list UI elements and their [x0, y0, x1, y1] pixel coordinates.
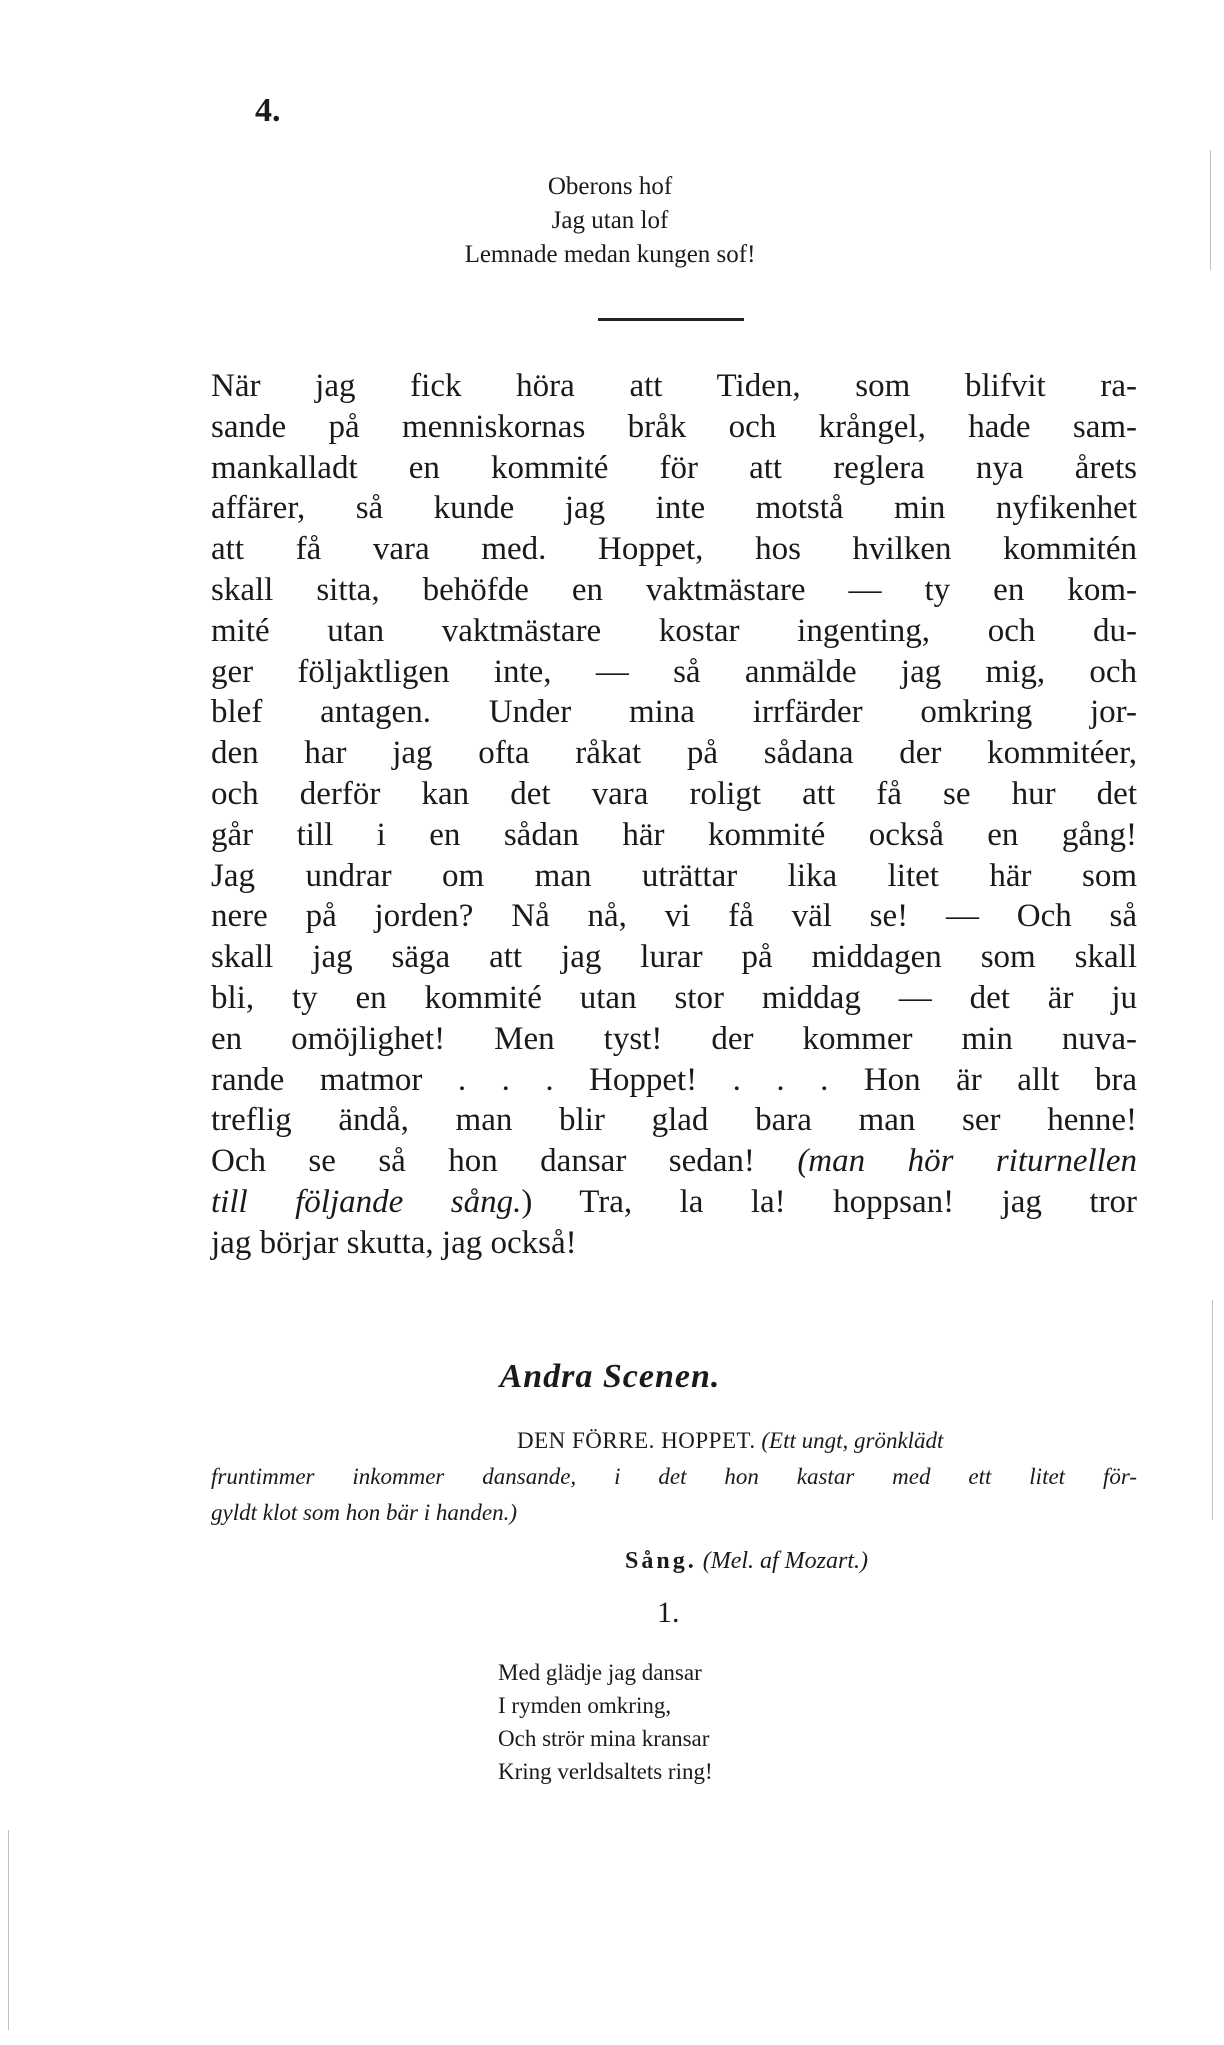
song-label [625, 1548, 868, 1575]
song-melody: (Mel. af Mozart.) [702, 1548, 869, 1574]
text-line: mité utan vaktmästare kostar ingenting, och du- [211, 612, 1137, 649]
direction-text: fruntimmer inkommer dansande, i det hon kastar med ett litet för- [211, 1464, 1137, 1489]
text-line: en omöjlighet! Men tyst! der kommer min nuva- [211, 1020, 1137, 1057]
text-line: Jag undrar om man uträttar lika litet här som [211, 857, 1137, 894]
text-line: och derför kan det vara roligt att få se hur det [211, 775, 1137, 812]
stanza-number: 1. [657, 1596, 680, 1629]
text-line: skall sitta, behöfde en vaktmästare — ty en kom- [211, 571, 1137, 608]
text-line: skall jag säga att jag lurar på middagen som skall [211, 939, 1137, 976]
stage-direction-inline: till följande sång. [211, 1183, 522, 1220]
verse-line: Lemnade medan kungen sof! [464, 241, 756, 268]
text-line: ger följaktligen inte, — så anmälde jag mig, och [211, 653, 1137, 690]
text-roman: Och se så hon dansar sedan! [211, 1143, 798, 1180]
text-line: går till i en sådan här kommité också en gång! [211, 816, 1137, 853]
text-line: rande matmor . . . Hoppet! . . . Hon är allt bra [211, 1061, 1137, 1098]
scan-edge-mark [8, 1830, 9, 2030]
stanza-line: Och strör mina kransar [498, 1726, 710, 1751]
text-line [211, 1141, 1137, 1182]
section-divider [598, 318, 744, 321]
stanza-line: Med glädje jag dansar [498, 1660, 702, 1685]
verse-line: Jag utan lof [551, 207, 669, 234]
scene-heading: Andra Scenen. [499, 1358, 721, 1395]
character-names: DEN FÖRRE. HOPPET. [517, 1428, 756, 1453]
direction-text: gyldt klot som hon bär i handen.) [211, 1500, 517, 1525]
stanza-line: I rymden omkring, [498, 1693, 672, 1718]
direction-text: (Ett ungt, grönklädt [761, 1428, 944, 1453]
text-line: När jag fick höra att Tiden, som blifvit ra- [211, 368, 1137, 404]
text-line: affärer, så kunde jag inte motstå min nyfikenhet [211, 490, 1137, 527]
text-roman: ) Tra, la la! hoppsan! jag tror [521, 1183, 1137, 1220]
text-line [211, 1423, 1137, 1459]
verse-line: Oberons hof [547, 173, 673, 200]
stanza-line: Kring verldsaltets ring! [498, 1759, 713, 1784]
text-line: den har jag ofta råkat på sådana der kommitéer, [211, 735, 1137, 772]
text-line: treflig ändå, man blir glad bara man ser henne! [211, 1102, 1137, 1139]
stage-direction-inline: (man hör riturnellen [797, 1143, 1137, 1180]
scan-edge-mark [1210, 150, 1211, 270]
text-line: blef antagen. Under mina irrfärder omkring jor- [211, 694, 1137, 731]
text-line: mankalladt en kommité för att reglera nya årets [211, 449, 1137, 486]
text-line: jag börjar skutta, jag också! [211, 1224, 577, 1261]
monologue-paragraph [211, 366, 1137, 1264]
text-line [211, 1182, 1137, 1223]
opening-verse [200, 170, 1020, 272]
page-number: 4. [255, 92, 281, 129]
song-stanza [498, 1656, 713, 1788]
text-line: sande på menniskornas bråk och krångel, hade sam- [211, 408, 1137, 445]
text-line: nere på jorden? Nå nå, vi få väl se! — Och så [211, 898, 1137, 935]
text-line: bli, ty en kommité utan stor middag — det är ju [211, 979, 1137, 1016]
stage-direction [211, 1423, 1137, 1531]
song-title: Sång. [625, 1548, 697, 1574]
scan-edge-mark [1212, 1300, 1213, 1520]
text-line: att få vara med. Hoppet, hos hvilken kommitén [211, 531, 1137, 568]
